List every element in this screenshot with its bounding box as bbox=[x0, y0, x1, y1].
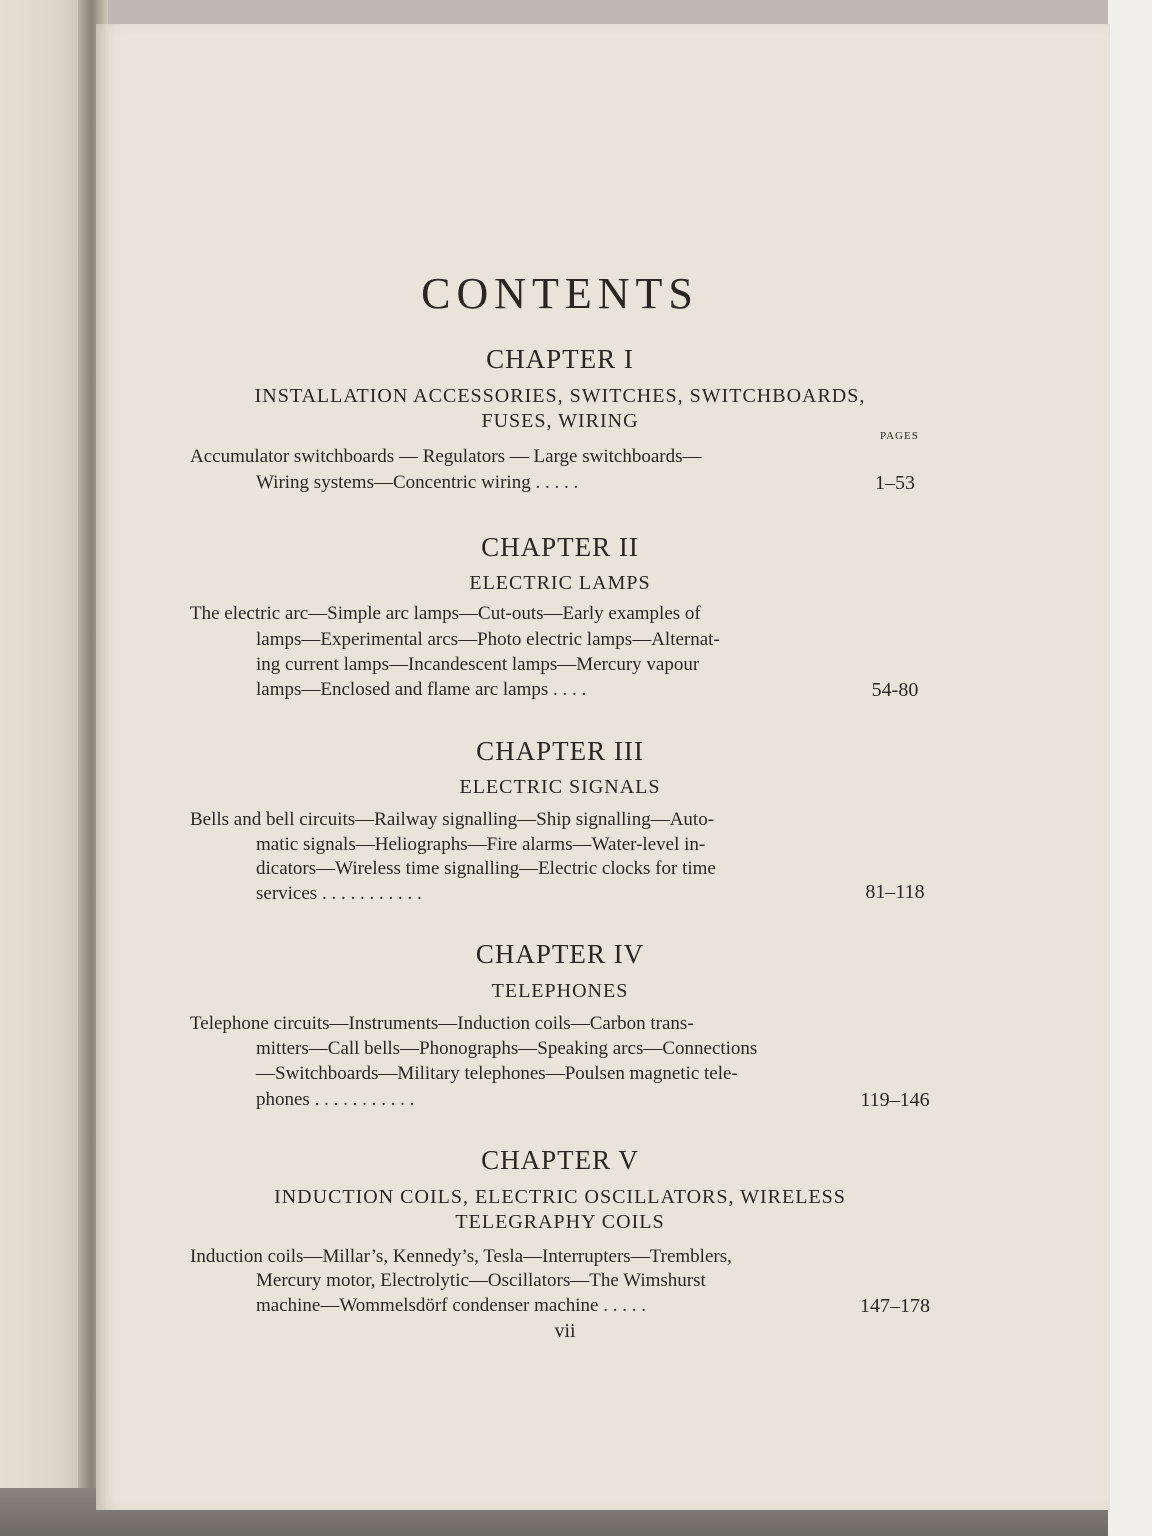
chapter-3-summary-line-3: dicators—Wireless time signalling—Electric clocks for time bbox=[256, 858, 716, 879]
chapter-3-subject: ELECTRIC SIGNALS bbox=[459, 776, 661, 798]
chapter-1-summary-line-1: Accumulator switchboards — Regulators — Large switchboards— bbox=[190, 446, 702, 467]
chapter-3-page-range: 81–118 bbox=[865, 881, 925, 903]
page-title: CONTENTS bbox=[421, 269, 699, 318]
pages-column-label: PAGES bbox=[880, 430, 919, 442]
chapter-5-page-range: 147–178 bbox=[860, 1295, 930, 1317]
chapter-2-summary-line-1: The electric arc—Simple arc lamps—Cut-outs—Early examples of bbox=[190, 603, 701, 624]
chapter-5-subject-line-2: TELEGRAPHY COILS bbox=[455, 1211, 665, 1233]
chapter-5-subject-line-1: INDUCTION COILS, ELECTRIC OSCILLATORS, WIRELESS bbox=[274, 1186, 846, 1208]
chapter-4-subject: TELEPHONES bbox=[491, 980, 629, 1002]
chapter-5-summary-line-1: Induction coils—Millar’s, Kennedy’s, Tesla—Interrupters—Tremblers, bbox=[190, 1246, 732, 1267]
chapter-1-page-range: 1–53 bbox=[875, 472, 915, 494]
chapter-4-summary-line-4: phones . . . . . . . . . . . bbox=[256, 1089, 415, 1110]
chapter-5-summary-line-3: machine—Wommelsdörf condenser machine . . . . . bbox=[256, 1295, 646, 1316]
background-surface bbox=[1108, 0, 1152, 1536]
page-folio: vii bbox=[554, 1320, 576, 1342]
chapter-3-summary-line-2: matic signals—Heliographs—Fire alarms—Water-level in- bbox=[256, 834, 706, 855]
chapter-2-summary-line-2: lamps—Experimental arcs—Photo electric lamps—Alternat- bbox=[256, 629, 720, 650]
chapter-1-heading: CHAPTER I bbox=[486, 344, 634, 374]
chapter-1-subject-line-2: FUSES, WIRING bbox=[481, 410, 639, 432]
chapter-1-summary-line-2: Wiring systems—Concentric wiring . . . . . bbox=[256, 472, 579, 493]
chapter-4-page-range: 119–146 bbox=[860, 1089, 930, 1111]
chapter-2-page-range: 54-80 bbox=[871, 679, 919, 701]
chapter-4-heading: CHAPTER IV bbox=[475, 939, 645, 969]
chapter-3-summary-line-4: services . . . . . . . . . . . bbox=[256, 883, 422, 904]
chapter-4-summary-line-2: mitters—Call bells—Phonographs—Speaking arcs—Connections bbox=[256, 1038, 758, 1059]
chapter-1-subject-line-1: INSTALLATION ACCESSORIES, SWITCHES, SWITCHBOARDS, bbox=[254, 385, 866, 407]
chapter-2-summary-line-3: ing current lamps—Incandescent lamps—Mercury vapour bbox=[256, 654, 700, 675]
chapter-3-heading: CHAPTER III bbox=[476, 736, 644, 766]
chapter-2-heading: CHAPTER II bbox=[481, 532, 639, 562]
chapter-5-heading: CHAPTER V bbox=[481, 1145, 639, 1175]
chapter-3-summary-line-1: Bells and bell circuits—Railway signalling—Ship signalling—Auto- bbox=[190, 809, 715, 830]
chapter-5-summary-line-2: Mercury motor, Electrolytic—Oscillators—The Wimshurst bbox=[256, 1270, 706, 1291]
chapter-4-summary-line-1: Telephone circuits—Instruments—Induction coils—Carbon trans- bbox=[190, 1013, 694, 1034]
chapter-4-summary-line-3: —Switchboards—Military telephones—Poulsen magnetic tele- bbox=[256, 1063, 738, 1084]
chapter-2-summary-line-4: lamps—Enclosed and flame arc lamps . . . . bbox=[256, 679, 587, 700]
chapter-2-subject: ELECTRIC LAMPS bbox=[469, 572, 651, 594]
